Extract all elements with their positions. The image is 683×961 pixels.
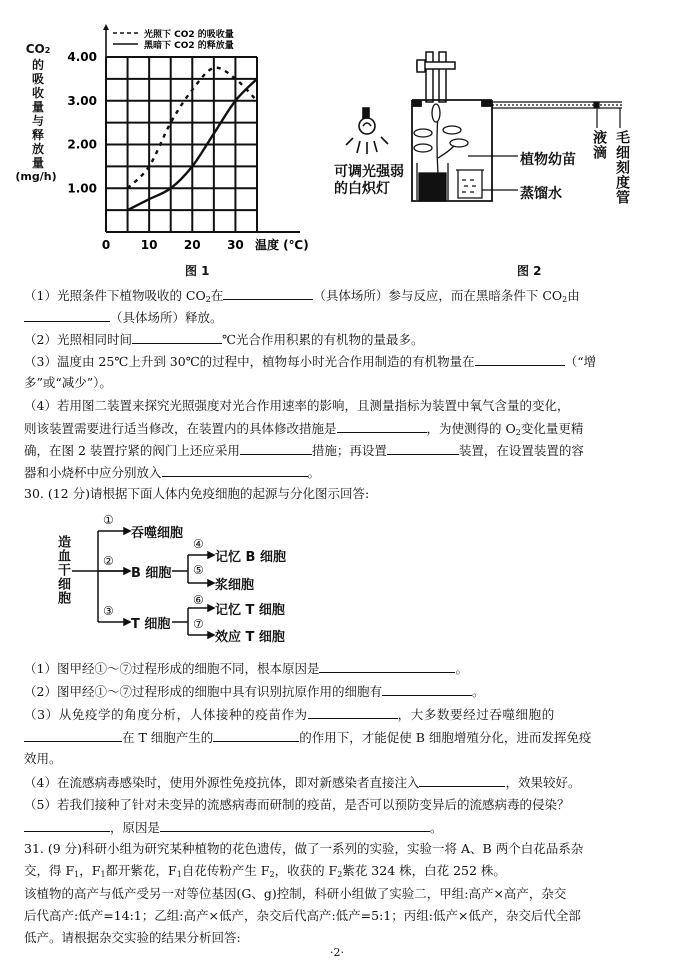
q29-part4-l2: 则该装置需要进行适当修改，在装置内的具体修改措施是 ，为使测得的 $O_2$变化量更精	[24, 421, 584, 437]
y-tick-label: 4.00	[67, 50, 97, 64]
y-label-char: 释	[31, 128, 44, 142]
answer-blank[interactable]	[387, 442, 459, 455]
y-label-unit: (mg/h)	[15, 170, 57, 183]
y-label-char: 量	[31, 156, 44, 170]
capillary-tube	[492, 102, 622, 128]
step-4: ④	[193, 537, 204, 551]
answer-blank[interactable]	[160, 819, 430, 832]
q30-part2: （2）图甲经①～⑦过程形成的细胞中具有识别抗原作用的细胞有 。	[24, 684, 485, 699]
node-memory-t-cell: 记忆 T 细胞	[215, 603, 285, 618]
answer-blank[interactable]	[240, 442, 312, 455]
q29-part1-cont: （具体场所）释放。	[24, 309, 223, 326]
q30-part3-l2: 在 T 细胞产生的 的作用下，才能促使 B 细胞增殖分化，进而发挥免疫	[24, 729, 591, 746]
q29-part3-cont: 多”或“减少”）。	[24, 375, 112, 390]
step-2: ②	[103, 554, 114, 568]
answer-blank[interactable]	[475, 353, 565, 366]
y-label-char: 的	[31, 58, 44, 72]
q30-heading: 30. (12 分)请根据下面人体内免疫细胞的起源与分化图示回答:	[24, 486, 370, 501]
lamp-label: 可调光强弱 的白炽灯	[334, 164, 404, 197]
answer-blank[interactable]	[132, 331, 222, 344]
answer-blank[interactable]	[382, 683, 472, 696]
node-t-cell: T 细胞	[131, 617, 171, 632]
answer-blank[interactable]	[223, 287, 313, 300]
node-hematopoietic-stem-cell: 造血干细胞	[55, 535, 70, 605]
lamp-icon	[346, 108, 388, 154]
y-axis-arrow	[103, 24, 109, 30]
plant-seedling-icon	[414, 104, 468, 201]
q29-part3: （3）温度由 25℃上升到 30℃的过程中，植物每小时光合作用制造的有机物量在 （“增	[24, 354, 597, 369]
page-number: ·2·	[330, 946, 344, 959]
answer-blank[interactable]	[319, 660, 455, 673]
step-6: ⑥	[193, 593, 204, 607]
step-7: ⑦	[193, 617, 204, 631]
x-tick-label: 30	[227, 238, 244, 252]
step-5: ⑤	[193, 563, 204, 577]
figure2-caption: 图 2	[517, 264, 542, 278]
q31-line2: 交，得 $F_1$，$F_1$都开紫花，$F_1$自花传粉产生 $F_2$，收获的 $F_2$紫花 324 株，白花 252 株。	[24, 863, 506, 879]
tube-label: 毛细刻度管	[614, 130, 630, 205]
q31-line5: 低产。请根据杂交实验的结果分析回答:	[24, 930, 241, 945]
y-label-char: 放	[31, 142, 44, 156]
figure1-caption: 图 1	[185, 264, 210, 278]
q30-part1: （1）图甲经①～⑦过程形成的细胞不同，根本原因是 。	[24, 661, 468, 676]
answer-blank[interactable]	[24, 729, 122, 742]
y-label-char: 吸	[31, 72, 44, 86]
q29-part4-l3: 确，在图 2 装置拧紧的阀门上还应采用 措施；再设置 装置，在设置装置的容	[24, 443, 584, 458]
x-tick-label: 0	[101, 238, 111, 252]
step-3: ③	[103, 604, 114, 618]
node-b-cell: B 细胞	[131, 566, 172, 581]
q29-part4-l4: 器和小烧杯中应分别放入 。	[24, 465, 321, 480]
legend-label: 黑暗下 CO2 的释放量	[144, 41, 234, 51]
y-tick-label: 3.00	[67, 93, 97, 108]
valve-icon	[417, 52, 455, 102]
y-label-co2: CO2	[25, 42, 51, 56]
q30-part5-l2: ，原因是 。	[24, 819, 443, 836]
node-effector-t-cell: 效应 T 细胞	[215, 630, 285, 645]
label-pointers	[468, 156, 518, 190]
answer-blank[interactable]	[337, 420, 427, 433]
answer-blank[interactable]	[162, 464, 308, 477]
q31-line1: 31. (9 分)科研小组为研究某种植物的花色遗传，做了一系列的实验，实验一将 A、B 两个白花品系杂	[24, 841, 584, 856]
legend-label: 光照下 CO2 的吸收量	[144, 30, 234, 40]
q29-part2: （2）光照相同时间 ℃光合作用积累的有机物的量最多。	[24, 332, 424, 347]
x-tick-label: 20	[183, 238, 201, 252]
q29-part1: （1）光照条件下植物吸收的 $CO_2$在 （具体场所）参与反应，而在黑暗条件下 $CO_2$由	[24, 288, 580, 304]
step-1: ①	[103, 513, 114, 527]
y-label-char: 收	[31, 86, 44, 100]
droplet-label: 液滴	[591, 130, 607, 160]
q30-part5: （5）若我们接种了针对未变异的流感病毒而研制的疫苗，是否可以预防变异后的流感病毒的侵染？	[24, 797, 570, 812]
y-label-char: 与	[31, 114, 44, 128]
answer-blank[interactable]	[308, 706, 398, 719]
q31-line4: 后代高产:低产=14:1；乙组:高产×低产，杂交后代高产:低产=5:1；丙组:低产×低产，杂交后代全部	[24, 908, 581, 923]
q30-part3-l3: 效用。	[24, 751, 62, 766]
q29-part4: （4）若用图二装置来探究光照强度对光合作用速率的影响，且测量指标为装置中氧气含量的变化，	[24, 398, 570, 413]
node-plasma-cell: 浆细胞	[215, 578, 255, 593]
seedling-label: 植物幼苗	[520, 152, 576, 168]
y-tick-label: 1.00	[67, 181, 97, 196]
node-phagocyte: 吞噬细胞	[131, 526, 184, 541]
answer-blank[interactable]	[419, 774, 505, 787]
beaker-icon	[456, 170, 484, 198]
node-memory-b-cell: 记忆 B 细胞	[215, 550, 286, 565]
x-axis-label: 温度 (℃)	[255, 238, 309, 252]
answer-blank[interactable]	[24, 309, 110, 322]
water-label: 蒸馏水	[520, 186, 562, 202]
answer-blank[interactable]	[24, 819, 110, 832]
figure1-chart	[0, 0, 309, 275]
y-label-char: 量	[31, 100, 44, 114]
q30-part4: （4）在流感病毒感染时，使用外源性免疫抗体，即对新感染者直接注入 ，效果较好。	[24, 775, 581, 790]
answer-blank[interactable]	[213, 729, 299, 742]
q30-part3: （3）从免疫学的角度分析，人体接种的疫苗作为 ，大多数要经过吞噬细胞的	[24, 707, 555, 722]
x-tick-label: 10	[140, 238, 158, 252]
y-tick-label: 2.00	[67, 137, 97, 152]
q31-line3: 该植物的高产与低产受另一对等位基因(G、g)控制，科研小组做了实验二，甲组:高产×高产，杂交	[24, 886, 567, 901]
